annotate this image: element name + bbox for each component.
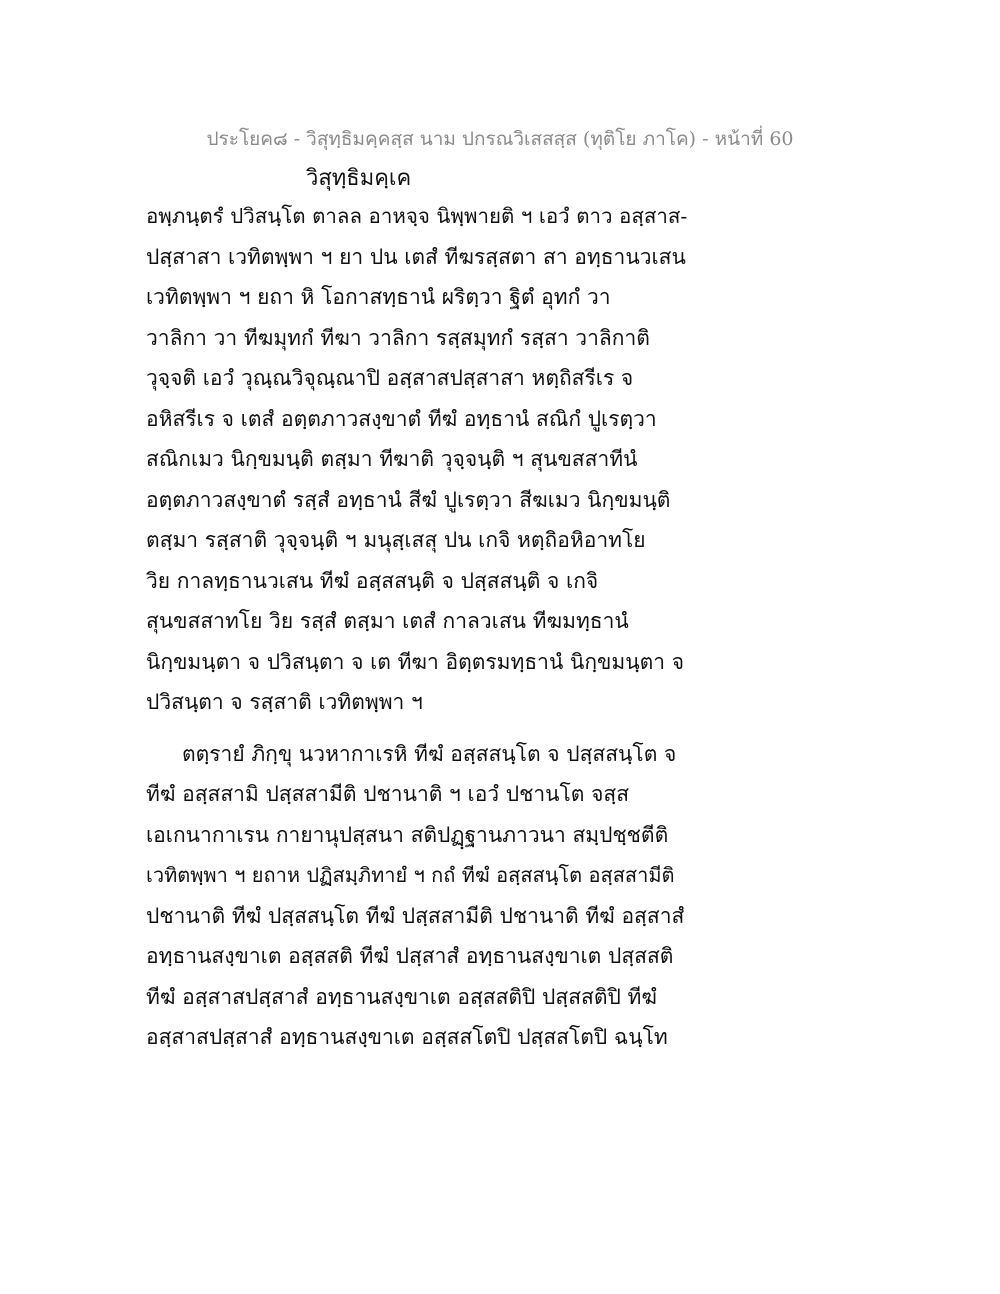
text-line: สุนขสสาทโย วิย รสฺสํ ตสฺมา เตสํ กาลวเสน ทีฆมทฺธานํ [146, 609, 629, 633]
text-line: วุจฺจติ เอวํ วุณฺณวิจุณฺณาปิ อสฺสาสปสฺสาสา หตฺถิสรีเร จ [146, 366, 634, 390]
text-line: เวทิตพฺพา ฯ ยถาห ปฏิสมฺภิทายํ ฯ กถํ ทีฆํ อสฺสสนฺโต อสฺสสามีติ [146, 863, 675, 887]
text-line: เอเกนากาเรน กายานุปสฺสนา สติปฏฺฐานภาวนา สมฺปชฺชตีติ [146, 822, 669, 847]
text-line: สณิกเมว นิกฺขมนฺติ ตสฺมา ทีฆาติ วุจฺจนฺติ ฯ สุนขสสาทีนํ [146, 447, 638, 471]
text-line: วาลิกา วา ทีฆมุทกํ ทีฆา วาลิกา รสฺสมุทกํ รสฺสา วาลิกาติ [146, 325, 650, 350]
text-line: ปชานาติ ทีฆํ ปสฺสสนฺโต ทีฆํ ปสฺสสามีติ ปชานาติ ทีฆํ อสฺสาสํ [146, 903, 685, 928]
text-line: วิย กาลทฺธานวเสน ทีฆํ อสฺสสนฺติ จ ปสฺสสนฺติ จ เกจิ [146, 568, 599, 593]
text-line-indented: ตตฺรายํ ภิกฺขุ นวหากาเรหิ ทีฆํ อสฺสสนฺโต จ ปสฺสสนฺโต จ [182, 741, 677, 766]
text-line: อสฺสาสปสฺสาสํ อทฺธานสงฺขาเต อสฺสสโตปิ ปสฺสสโตปิ ฉนฺโท [146, 1025, 668, 1049]
book-title: วิสุทฺธิมคฺเค [306, 166, 412, 191]
text-line: นิกฺขมนฺตา จ ปวิสนฺตา จ เต ทีฆา อิตฺตรมทฺธานํ นิกฺขมนฺตา จ [146, 649, 685, 674]
text-line: อทฺธานสงฺขาเต อสฺสสติ ทีฆํ ปสฺสาสํ อทฺธานสงฺขาเต ปสฺสสติ [146, 944, 674, 968]
text-line: ตสฺมา รสฺสาติ วุจฺจนฺติ ฯ มนุสฺเสสุ ปน เกจิ หตฺถิอหิอาทโย [146, 528, 646, 552]
text-line: ทีฆํ อสฺสาสปสฺสาสํ อทฺธานสงฺขาเต อสฺสสติปิ ปสฺสสติปิ ทีฆํ [146, 984, 657, 1009]
text-line: อตฺตภาวสงฺขาตํ รสฺสํ อทฺธานํ สีฆํ ปูเรตฺวา สีฆเมว นิกฺขมนฺติ [146, 487, 671, 512]
body-text [146, 196, 686, 1058]
running-header: ประโยค๘ - วิสุทฺธิมคฺคสฺส นาม ปกรณวิเสสสฺส (ทุติโย ภาโค) - หน้าที่ 60 [206, 128, 794, 150]
text-line: อหิสรีเร จ เตสํ อตฺตภาวสงฺขาตํ ทีฆํ อทฺธานํ สณิกํ ปูเรตฺวา [146, 406, 657, 431]
text-line: ปสฺสาสา เวทิตพฺพา ฯ ยา ปน เตสํ ทีฆรสฺสตา สา อทฺธานวเสน [146, 244, 686, 269]
paragraph-2 [146, 734, 686, 1058]
text-line: ปวิสนฺตา จ รสฺสาติ เวทิตพฺพา ฯ [146, 690, 423, 714]
text-line: ทีฆํ อสฺสสามิ ปสฺสสามีติ ปชานาติ ฯ เอวํ ปชานโต จสฺส [146, 782, 630, 806]
paragraph-1 [146, 196, 686, 723]
text-line: อพฺภนฺตรํ ปวิสนฺโต ตาลล อาหจฺจ นิพฺพายติ ฯ เอวํ ตาว อสฺสาส- [146, 204, 688, 228]
text-line: เวทิตพฺพา ฯ ยถา หิ โอกาสทฺธานํ ผริตฺวา ฐิตํ อุทกํ วา [146, 285, 611, 309]
